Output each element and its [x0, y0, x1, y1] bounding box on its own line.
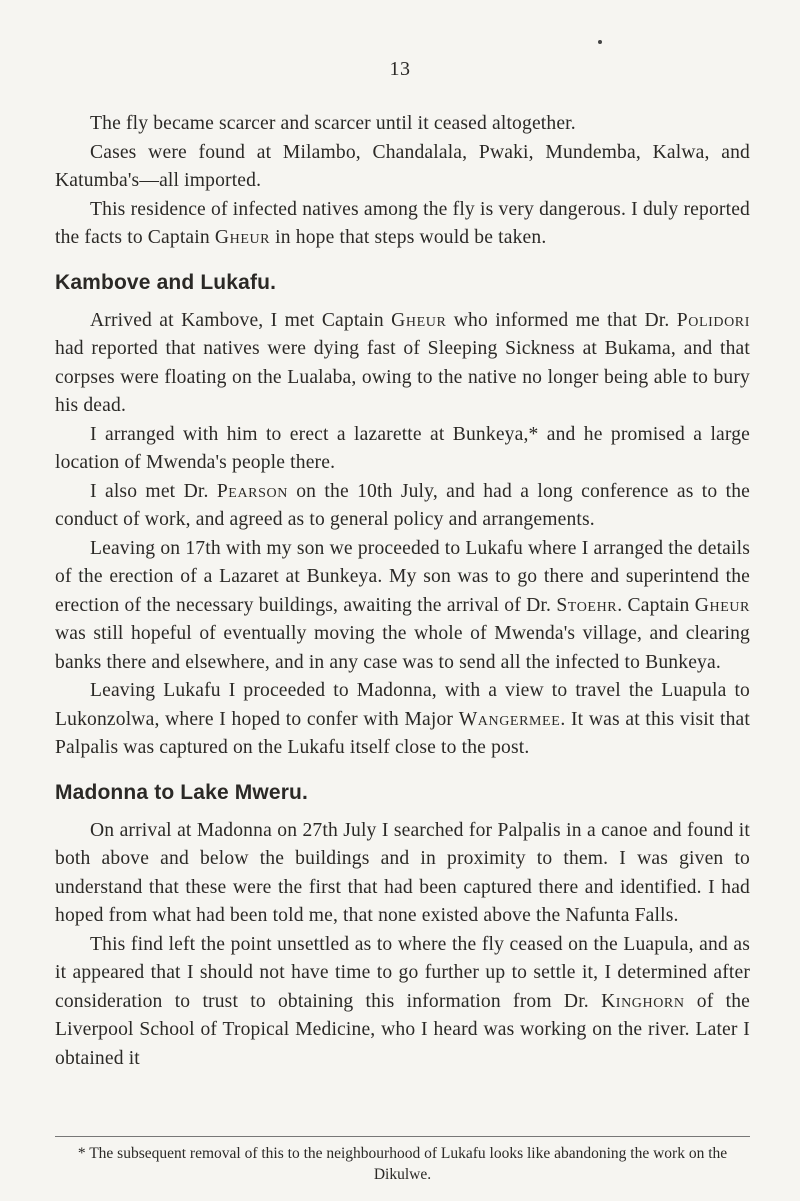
paragraph-arrival-madonna: On arrival at Madonna on 27th July I searched for Palpalis in a canoe and found it both above and below the buildings and in proximity to them. I was given to understand that these were the first that had been captured there and identified. I had hoped from what had been told me, that none existed above the Nafunta Falls. — [55, 819, 750, 926]
footnote: * The subsequent removal of this to the neighbourhood of Lukafu looks like abandoning the work on the Dikulwe. — [77, 1145, 728, 1183]
scan-speck — [598, 40, 602, 44]
paragraph-text: I also met Dr. — [90, 480, 217, 502]
paragraph-text: . It was at this visit that Palpalis was captured on the Lukafu itself close to the post. — [55, 708, 750, 758]
person-name: Wangermee — [458, 708, 561, 730]
paragraph-lazarette: I arranged with him to erect a lazarette at Bunkeya,* and he promised a large location of Mwenda's people there. — [55, 423, 750, 473]
person-name: Polidori — [676, 309, 750, 331]
person-name: Gheur — [694, 594, 750, 616]
paragraph-text: Arrived at Kambove, I met Captain — [90, 309, 392, 331]
paragraph-find-unsettled — [55, 931, 750, 1074]
paragraph-text: who informed me that Dr. — [446, 309, 677, 331]
paragraph-leaving-lukafu — [55, 677, 750, 763]
paragraph-text: . Captain — [617, 594, 695, 616]
paragraph-text: on the 10th July, and had a long conference as to the conduct of work, and agreed as to general policy and arrangements. — [55, 480, 750, 530]
page-number: 13 — [389, 58, 411, 80]
page-body — [55, 110, 750, 1073]
paragraph-text: This residence of infected natives among the fly is very dangerous. I duly reported the facts to Captain — [55, 198, 750, 248]
person-name: Kinghorn — [601, 990, 685, 1012]
footnote-divider — [55, 1136, 750, 1137]
paragraph-arrived-kambove — [55, 307, 750, 421]
person-name: Gheur — [391, 309, 447, 331]
paragraph-text: Leaving on 17th with my son we proceeded to Lukafu where I arranged the details of the erection of a Lazaret at Bunkeya. My son was to go there and superintend the erection of the necessary buildings, awaiting the arrival of Dr. — [55, 537, 750, 616]
person-name: Gheur — [214, 227, 271, 248]
person-name: Stoehr — [556, 594, 618, 616]
paragraph-text: was still hopeful of eventually moving the whole of Mwenda's village, and clearing banks there and elsewhere, and in any case was to send all the infected to Bunkeya. — [55, 623, 750, 673]
paragraph-fly-scarcer: The fly became scarcer and scarcer until it ceased altogether. — [90, 113, 576, 134]
paragraph-leaving-17th — [55, 535, 750, 678]
section-heading-kambove-lukafu: Kambove and Lukafu. — [55, 270, 277, 294]
paragraph-residence-dangerous — [55, 196, 750, 253]
paragraph-met-pearson — [55, 478, 750, 535]
paragraph-text: This find left the point unsettled as to where the fly ceased on the Luapula, and as it appeared that I should not have time to go further up to settle it, I determined after consideration to trust to obtaining this information from Dr. — [55, 933, 750, 1012]
paragraph-text: Leaving Lukafu I proceeded to Madonna, with a view to travel the Luapula to Lukonzolwa, where I hoped to confer with Major — [55, 680, 750, 730]
paragraph-cases-found: Cases were found at Milambo, Chandalala, Pwaki, Mundemba, Kalwa, and Katumba's—all imported. — [55, 141, 750, 191]
paragraph-text: of the Liverpool School of Tropical Medicine, who I heard was working on the river. Later I obtained it — [55, 990, 750, 1069]
paragraph-text: had reported that natives were dying fast of Sleeping Sickness at Bukama, and that corpses were floating on the Lualaba, owing to the native no longer being able to bury his dead. — [55, 338, 750, 416]
paragraph-text: in hope that steps would be taken. — [270, 227, 547, 248]
person-name: Pearson — [216, 480, 288, 502]
section-heading-madonna-mweru: Madonna to Lake Mweru. — [55, 780, 308, 804]
